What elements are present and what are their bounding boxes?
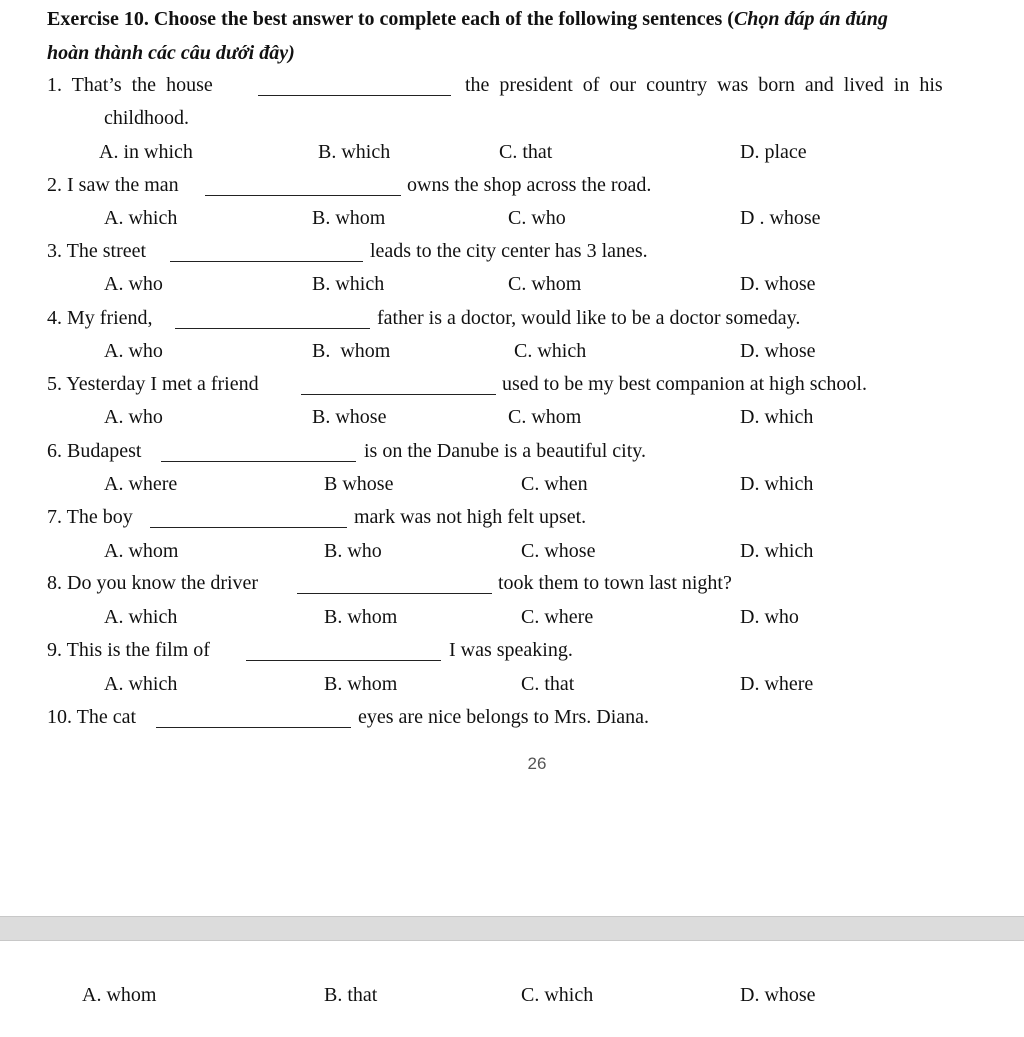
- q8-blank[interactable]: [297, 593, 492, 594]
- q8-stem-end: took them to town last night?: [498, 572, 732, 594]
- q3-option-d[interactable]: D. whose: [740, 273, 816, 295]
- q5-option-b[interactable]: B. whose: [312, 406, 387, 428]
- q9-stem-end: I was speaking.: [449, 639, 573, 661]
- q3-stem-end: leads to the city center has 3 lanes.: [370, 240, 648, 262]
- q5-blank[interactable]: [301, 394, 496, 395]
- q9-option-a[interactable]: A. which: [104, 673, 178, 695]
- q2-blank[interactable]: [205, 195, 401, 196]
- q5-stem-end: used to be my best companion at high school.: [502, 373, 867, 395]
- q1-option-a[interactable]: A. in which: [99, 141, 193, 163]
- q1-stem-start: 1. That’s the house: [47, 74, 213, 96]
- title-italic-part: Chọn đáp án đúng: [733, 8, 888, 30]
- q7-blank[interactable]: [150, 527, 347, 528]
- q6-blank[interactable]: [161, 461, 356, 462]
- q5-option-a[interactable]: A. who: [104, 406, 163, 428]
- q6-stem-start: 6. Budapest: [47, 440, 142, 462]
- q7-option-d[interactable]: D. which: [740, 540, 814, 562]
- q9-option-c[interactable]: C. that: [521, 673, 575, 695]
- q4-stem-start: 4. My friend,: [47, 307, 153, 329]
- q3-stem-start: 3. The street: [47, 240, 147, 262]
- q9-stem-start: 9. This is the film of: [47, 639, 210, 661]
- q4-option-c[interactable]: C. which: [514, 340, 587, 362]
- q10-option-d[interactable]: D. whose: [740, 984, 816, 1006]
- q7-option-c[interactable]: C. whose: [521, 540, 596, 562]
- q4-option-b[interactable]: B. whom: [312, 340, 391, 362]
- q2-stem-end: owns the shop across the road.: [407, 174, 652, 196]
- q1-stem-continued: childhood.: [104, 107, 189, 129]
- q8-stem-start: 8. Do you know the driver: [47, 572, 259, 594]
- q3-blank[interactable]: [170, 261, 363, 262]
- q8-option-d[interactable]: D. who: [740, 606, 799, 628]
- q7-stem-end: mark was not high felt upset.: [354, 506, 587, 528]
- q2-option-b[interactable]: B. whom: [312, 207, 386, 229]
- q5-stem-start: 5. Yesterday I met a friend: [47, 373, 259, 395]
- q6-stem-end: is on the Danube is a beautiful city.: [364, 440, 646, 462]
- q4-stem-end: father is a doctor, would like to be a doctor someday.: [377, 307, 801, 329]
- q10-option-b[interactable]: B. that: [324, 984, 378, 1006]
- q3-option-b[interactable]: B. which: [312, 273, 385, 295]
- q8-option-b[interactable]: B. whom: [324, 606, 398, 628]
- q7-option-b[interactable]: B. who: [324, 540, 382, 562]
- q1-option-c[interactable]: C. that: [499, 141, 553, 163]
- q8-option-a[interactable]: A. which: [104, 606, 178, 628]
- q6-option-d[interactable]: D. which: [740, 473, 814, 495]
- q2-option-a[interactable]: A. which: [104, 207, 178, 229]
- exercise-title: [47, 7, 888, 31]
- page-break-divider: [0, 916, 1024, 941]
- q10-option-a[interactable]: A. whom: [82, 984, 157, 1006]
- q10-stem-end: eyes are nice belongs to Mrs. Diana.: [358, 706, 650, 728]
- q4-option-a[interactable]: A. who: [104, 340, 163, 362]
- title-bold-part: Exercise 10. Choose the best answer to complete each of the following sentences (: [47, 8, 734, 30]
- q4-option-d[interactable]: D. whose: [740, 340, 816, 362]
- q9-blank[interactable]: [246, 660, 441, 661]
- q5-option-c[interactable]: C. whom: [508, 406, 582, 428]
- q1-blank[interactable]: [258, 95, 451, 96]
- exercise-title-line2: hoàn thành các câu dưới đây): [47, 42, 295, 64]
- page-number: 26: [527, 754, 547, 773]
- q1-stem-end: the president of our country was born and lived in his: [465, 74, 943, 96]
- q2-stem-start: 2. I saw the man: [47, 174, 179, 196]
- q1-option-d[interactable]: D. place: [740, 141, 807, 163]
- q6-option-c[interactable]: C. when: [521, 473, 588, 495]
- q10-blank[interactable]: [156, 727, 351, 728]
- q3-option-a[interactable]: A. who: [104, 273, 163, 295]
- q5-option-d[interactable]: D. which: [740, 406, 814, 428]
- q7-stem-start: 7. The boy: [47, 506, 133, 528]
- q2-option-c[interactable]: C. who: [508, 207, 566, 229]
- q7-option-a[interactable]: A. whom: [104, 540, 179, 562]
- q6-option-a[interactable]: A. where: [104, 473, 178, 495]
- q3-option-c[interactable]: C. whom: [508, 273, 582, 295]
- q9-option-b[interactable]: B. whom: [324, 673, 398, 695]
- q2-option-d[interactable]: D . whose: [740, 207, 821, 229]
- q10-stem-start: 10. The cat: [47, 706, 137, 728]
- q9-option-d[interactable]: D. where: [740, 673, 814, 695]
- q1-option-b[interactable]: B. which: [318, 141, 391, 163]
- q6-option-b[interactable]: B whose: [324, 473, 394, 495]
- q8-option-c[interactable]: C. where: [521, 606, 594, 628]
- q10-option-c[interactable]: C. which: [521, 984, 594, 1006]
- q4-blank[interactable]: [175, 328, 370, 329]
